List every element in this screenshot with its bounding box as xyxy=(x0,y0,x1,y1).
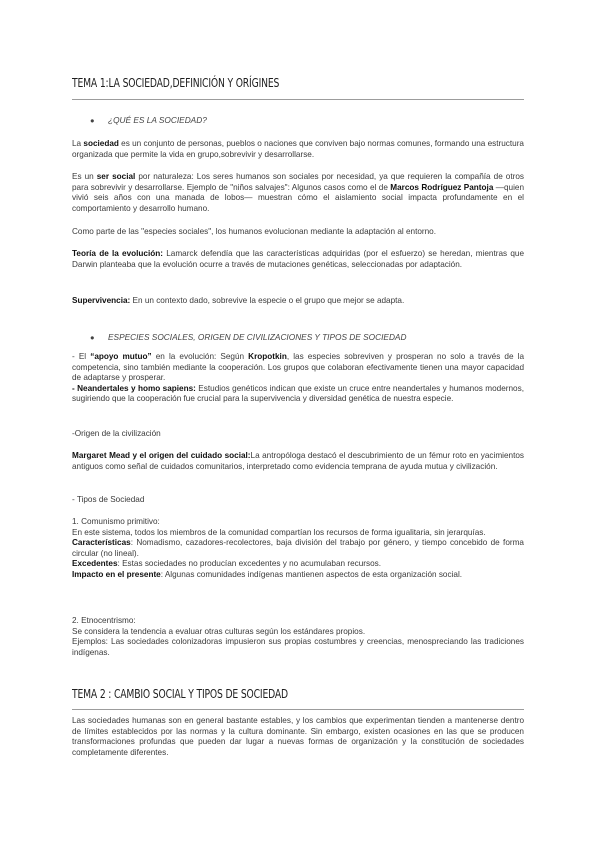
topic2-rule xyxy=(72,709,524,710)
section2-bullet-title: ESPECIES SOCIALES, ORIGEN DE CIVILIZACIONES Y TIPOS DE SOCIEDAD xyxy=(108,332,407,342)
term-caracteristicas: Características xyxy=(72,538,131,548)
name-kropotkin: Kropotkin xyxy=(248,352,287,361)
term-teoria: Teoría de la evolución: xyxy=(72,249,163,258)
name-marcos: Marcos Rodríguez Pantoja xyxy=(390,182,494,192)
term-margaret-mead: Margaret Mead y el origen del cuidado social: xyxy=(72,451,251,460)
paragraph-supervivencia: Supervivencia: En un contexto dado, sobrevive la especie o el grupo que mejor se adapta. xyxy=(72,296,405,305)
paragraph-sociedad: La sociedad es un conjunto de personas, pueblos o naciones que conviven bajo normas comunes, formando una estructura organizada que permite la vida en grupo,sobrevivir y desarrollarse. xyxy=(72,139,524,159)
paragraph-teoria-evolucion: Teoría de la evolución: Lamarck defendía que las características adquiridas (por el esfuerzo) se heredan, mientras que Darwin planteaba que la evolución ocurre a través de mutaciones genéticas, seleccionadas por adaptación. xyxy=(72,249,524,269)
paragraph-cambio-social: Las sociedades humanas son en general bastante estables, y los cambios que experimentan tienden a mantenerse dentro de límites establecidos por las normas y la cultura dominante. Sin embargo, existen ocasiones en las que se producen transformaciones profundas que pueden dar lugar a nuevas formas de organización y la constitución de sociedades completamente diferentes. xyxy=(72,716,524,757)
section1-bullet-title: ¿QUÉ ES LA SOCIEDAD? xyxy=(108,115,207,125)
bullet-icon: ● xyxy=(90,116,95,125)
paragraph-comunismo-primitivo: 1. Comunismo primitivo: En este sistema, todos los miembros de la comunidad compartían los recursos de forma igualitaria, sin jerarquías. Características: Nomadismo, cazadores-recolectores, baja división del trabajo por género, y tiempo concebido de forma circular (no lineal). Excedentes: Estas sociedades no producían excedentes y no acumulaban recursos. Impacto en el presente: Algunas comunidades indígenas mantienen aspectos de esta organización social. xyxy=(72,517,524,579)
term-apoyo-mutuo: “apoyo mutuo” xyxy=(90,352,152,361)
term-neandertales: - Neandertales y homo sapiens: xyxy=(72,383,196,393)
origen-civilizacion-label: -Origen de la civilización xyxy=(72,429,161,438)
topic1-rule xyxy=(72,99,524,100)
term-sociedad: sociedad xyxy=(83,139,119,148)
paragraph-especies-sociales: Como parte de las "especies sociales", los humanos evolucionan mediante la adaptación al entorno. xyxy=(72,227,437,236)
term-supervivencia: Supervivencia: xyxy=(72,296,131,305)
topic1-title: TEMA 1:LA SOCIEDAD,DEFINICIÓN Y ORÍGINES xyxy=(72,75,280,90)
paragraph-etnocentrismo: 2. Etnocentrismo: Se considera la tendencia a evaluar otras culturas según los estándares propios. Ejemplos: Las sociedades colonizadoras impusieron sus propias costumbres y creencias, menospreciando las tradiciones indígenas. xyxy=(72,616,524,657)
term-excedentes: Excedentes xyxy=(72,559,118,569)
tipos-sociedad-label: - Tipos de Sociedad xyxy=(72,495,145,504)
paragraph-apoyo-mutuo: - El “apoyo mutuo” en la evolución: Según Kropotkin, las especies sobreviven y prosperan no solo a través de la competencia, sino también mediante la cooperación. Los grupos que colaboran efectivamente tienen una mayor capacidad de adaptarse y prosperar. - Neandertales y homo sapiens: Estudios genéticos indican que existe un cruce entre neandertales y humanos modernos, sugiriendo que la cooperación fue crucial para la supervivencia y diversidad genética de nuestra especie. xyxy=(72,352,525,404)
term-impacto: Impacto en el presente xyxy=(72,569,161,579)
paragraph-margaret-mead: Margaret Mead y el origen del cuidado social:La antropóloga destacó el descubrimiento de un fémur roto en yacimientos antiguos como señal de cuidados comunitarios, interpretado como evidencia temprana de ayuda mutua y civilización. xyxy=(72,451,524,471)
bullet-icon: ● xyxy=(90,333,95,342)
topic2-title: TEMA 2 : CAMBIO SOCIAL Y TIPOS DE SOCIEDAD xyxy=(72,686,288,701)
paragraph-ser-social: Es un ser social por naturaleza: Los seres humanos son sociales por necesidad, ya que requieren la compañía de otros para sobrevivir y desarrollarse. Ejemplo de "niños salvajes": Algunos casos como el de Marcos Rodríguez Pantoja —quien vivió seis años con una manada de lobos— muestran cómo el aislamiento social impacta profundamente en el comportamiento y desarrollo humano. xyxy=(72,172,524,213)
term-ser-social: ser social xyxy=(96,172,136,181)
